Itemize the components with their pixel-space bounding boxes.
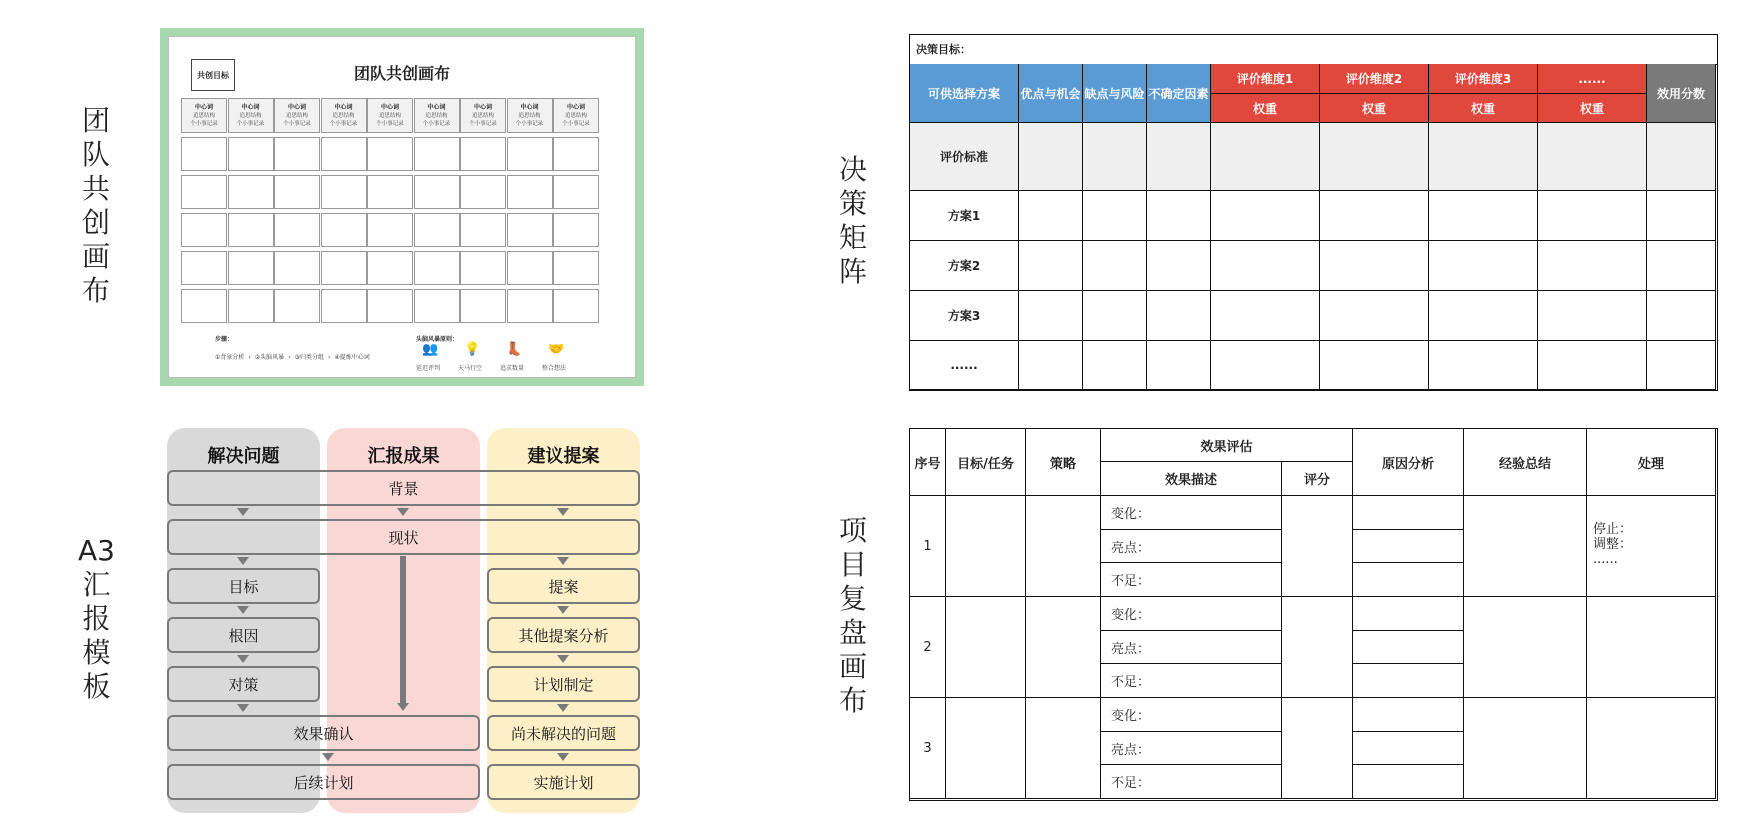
option-cell [1083,191,1147,241]
header-title: 中心词 [334,103,353,111]
header-uncertain: 不确定因素 [1147,64,1211,123]
handle-cell [1587,597,1716,698]
label-char: 汇 [82,568,111,601]
effect-desc-cell: 亮点： [1101,631,1282,664]
idea-cell[interactable] [228,175,274,209]
idea-cell[interactable] [228,289,274,323]
label-char: 画 [839,650,868,683]
handle-line: 调整： [1593,537,1633,552]
flow-arrow [557,655,569,663]
row-number: 3 [910,698,946,799]
idea-cell[interactable] [321,175,367,209]
rule-label: 整合想法 [542,365,567,372]
header-line: 追思结构 [518,112,541,119]
label-char: A3 [78,534,115,567]
idea-cell[interactable] [460,289,506,323]
option-cell [1147,291,1211,341]
option-cell [1429,241,1538,291]
criteria-cell [1320,123,1429,191]
team-canvas [160,28,644,386]
header-title: 中心词 [520,103,539,111]
header-lesson: 经验总结 [1464,429,1587,496]
idea-cell[interactable] [181,137,227,171]
option-label: 方案2 [910,241,1019,291]
idea-cell[interactable] [553,251,599,285]
effect-desc-cell: 变化： [1101,698,1282,732]
long-arrow-stem [400,556,406,703]
header-line: 个小事记录 [469,120,497,127]
idea-cell[interactable] [460,175,506,209]
idea-cell[interactable] [460,213,506,247]
idea-cell[interactable] [553,137,599,171]
header-weight: 权重 [1429,94,1538,123]
option-cell [1429,191,1538,241]
criteria-cell [1538,123,1647,191]
decision-matrix-label [839,153,867,289]
header-dimension: 评价维度3 [1429,64,1538,94]
cause-cell [1353,597,1464,631]
option-cell [1429,341,1538,390]
keyword-header [228,98,274,133]
idea-cell[interactable] [507,289,553,323]
label-char: 共 [82,172,111,205]
option-cell [1147,191,1211,241]
label-char: 模 [82,636,111,669]
label-char: 报 [82,602,111,635]
header-title: 中心词 [194,103,213,111]
label-char: 团 [82,104,111,137]
a3-template-label [78,534,115,704]
row-target [946,597,1026,698]
long-arrow-head [397,703,409,711]
header-line: 个小事记录 [515,120,544,127]
keyword-header [181,98,227,133]
header-score: 评分 [1282,462,1353,496]
a3-template [167,428,647,813]
step-item: ④提炼中心词 [334,354,370,361]
keyword-header [507,98,553,133]
label-char: 布 [839,684,868,717]
score-cell [1282,496,1353,597]
option-cell [1538,291,1647,341]
idea-cell[interactable] [181,251,227,285]
decision-matrix [909,34,1718,391]
header-title: 中心词 [287,103,306,111]
effect-desc-cell: 不足： [1101,765,1282,799]
criteria-cell [1147,123,1211,191]
step-separator: › [288,354,291,361]
handle-line: ...... [1593,552,1618,567]
root-cause-box: 根因 [167,617,320,653]
header-line: 个小事记录 [422,120,451,127]
header-line: 追思结构 [192,112,215,119]
option-label: 方案3 [910,291,1019,341]
row-strategy [1026,597,1101,698]
idea-cell[interactable] [553,213,599,247]
idea-cell[interactable] [274,251,320,285]
idea-cell[interactable] [274,213,320,247]
idea-cell[interactable] [507,175,553,209]
label-char: 布 [82,274,111,307]
header-weight: 权重 [1538,94,1647,123]
header-weight: 权重 [1320,94,1429,123]
header-line: 个小事记录 [562,120,590,127]
lesson-cell [1464,496,1587,597]
option-label: ...... [910,341,1019,390]
header-title: 中心词 [473,103,492,111]
step-item: ①背景分析 [215,354,245,361]
label-char: 板 [82,670,111,703]
column-heading-solve: 解决问题 [207,446,280,467]
canvas-title: 团队共创画布 [353,64,450,83]
handle-cell [1587,698,1716,799]
keyword-header [414,98,460,133]
header-handle: 处理 [1587,429,1716,496]
option-cell [1211,341,1320,390]
option-cell [1083,241,1147,291]
header-target: 目标/任务 [946,429,1026,496]
option-cell [1647,241,1716,291]
status-box: 现状 [167,519,640,555]
header-cons: 缺点与风险 [1083,64,1147,123]
step-item: ②头脑风暴 [254,354,285,361]
flow-arrow [237,557,249,565]
option-cell [1211,191,1320,241]
label-char: 阵 [839,255,868,288]
effect-desc-cell: 变化： [1101,597,1282,631]
row-strategy [1026,698,1101,799]
idea-cell[interactable] [274,137,320,171]
header-pros: 优点与机会 [1019,64,1083,123]
row-strategy [1026,496,1101,597]
lesson-cell [1464,597,1587,698]
label-char: 复 [839,582,868,615]
label-char: 目 [839,548,868,581]
option-cell [1019,341,1083,390]
option-cell [1019,191,1083,241]
header-title: 中心词 [241,103,260,111]
option-cell [1647,341,1716,390]
boot-icon: 👢 [506,342,523,357]
rule-label: 天马行空 [458,365,483,372]
row-number: 2 [910,597,946,698]
criteria-cell [1647,123,1716,191]
idea-cell[interactable] [367,175,413,209]
option-cell [1147,241,1211,291]
header-line: 个小事记录 [190,120,218,127]
people-icon: 👥 [422,342,439,357]
background-box: 背景 [167,470,640,506]
column-heading-proposal: 建议提案 [527,446,600,467]
step-separator: › [327,354,331,361]
unsolved-box: 尚未解决的问题 [487,715,640,751]
step-separator: › [248,354,251,361]
label-char: 创 [82,206,111,239]
idea-cell[interactable] [321,251,367,285]
goal-badge: 共创目标 [191,59,235,91]
idea-cell[interactable] [367,289,413,323]
flow-arrow [557,508,569,516]
header-cause: 原因分析 [1353,429,1464,496]
decision-goal: 决策目标： [910,35,1717,65]
header-line: 追思结构 [471,112,494,119]
idea-cell[interactable] [460,137,506,171]
keyword-header [553,98,599,133]
row-target [946,698,1026,799]
option-cell [1320,241,1429,291]
flow-arrow [237,508,249,516]
option-cell [1538,241,1647,291]
rule-label: 追求数量 [500,365,525,372]
flow-arrow [557,753,569,761]
follow-up-box: 后续计划 [167,764,480,800]
header-line: 个小事记录 [236,120,265,127]
option-cell [1647,291,1716,341]
idea-cell[interactable] [228,213,274,247]
steps-line [215,352,370,361]
idea-cell[interactable] [274,289,320,323]
header-line: 追思结构 [378,112,401,119]
cause-cell [1353,765,1464,799]
header-line: 个小事记录 [283,120,311,127]
review-canvas [909,428,1718,801]
criteria-cell [1019,123,1083,191]
cause-cell [1353,698,1464,732]
idea-cell[interactable] [414,251,460,285]
option-cell [1647,191,1716,241]
cause-cell [1353,530,1464,563]
option-cell [1019,241,1083,291]
idea-cell[interactable] [414,137,460,171]
header-line: 个小事记录 [376,120,404,127]
option-cell [1211,291,1320,341]
idea-cell[interactable] [321,213,367,247]
option-cell [1083,341,1147,390]
label-char: 队 [82,138,111,171]
idea-cell[interactable] [228,251,274,285]
option-cell [1320,191,1429,241]
cause-cell [1353,732,1464,765]
idea-icon: 💡 [464,342,481,357]
option-cell [1211,241,1320,291]
label-char: 策 [839,187,868,220]
idea-cell[interactable] [228,137,274,171]
keyword-header [321,98,367,133]
option-cell [1147,341,1211,390]
header-title: 中心词 [427,103,446,111]
step-item: ③归类分组 [294,354,324,361]
effect-desc-cell: 亮点： [1101,732,1282,765]
header-line: 追思结构 [425,112,448,119]
label-char: 项 [839,514,868,547]
header-effect-eval: 效果评估 [1101,429,1353,462]
criteria-cell [1211,123,1320,191]
idea-cell[interactable] [367,251,413,285]
countermeasure-box: 对策 [167,666,320,702]
header-dimension: ...... [1538,64,1647,94]
keyword-header [274,98,320,133]
column-heading-report: 汇报成果 [367,446,440,467]
option-cell [1320,291,1429,341]
header-strategy: 策略 [1026,429,1101,496]
rules-label: 头脑风暴原则： [416,336,459,343]
proposal-box: 提案 [487,568,640,604]
idea-cell[interactable] [507,137,553,171]
header-title: 中心词 [380,103,399,111]
goal-box: 目标 [167,568,320,604]
option-cell [1538,191,1647,241]
header-line: 追思结构 [332,112,355,119]
idea-cell[interactable] [507,213,553,247]
label-char: 决 [839,153,868,186]
handle-line: 停止： [1593,522,1633,537]
header-dimension: 评价维度1 [1211,64,1320,94]
label-char: 矩 [839,221,868,254]
flow-arrow [557,704,569,712]
option-cell [1320,341,1429,390]
idea-cell[interactable] [181,213,227,247]
label-char: 画 [82,240,111,273]
effect-desc-cell: 不足： [1101,563,1282,597]
implement-box: 实施计划 [487,764,640,800]
row-target [946,496,1026,597]
cause-cell [1353,563,1464,597]
option-cell [1083,291,1147,341]
effect-desc-cell: 不足： [1101,664,1282,698]
effect-desc-cell: 亮点： [1101,530,1282,563]
flow-arrow [237,655,249,663]
option-cell [1019,291,1083,341]
option-cell [1429,291,1538,341]
criteria-cell [1083,123,1147,191]
lesson-cell [1464,698,1587,799]
header-title: 中心词 [566,103,585,111]
header-utility: 效用分数 [1647,64,1716,123]
handle-cell [1587,496,1716,597]
idea-cell[interactable] [274,175,320,209]
header-seq: 序号 [910,429,946,496]
header-line: 追思结构 [285,112,308,119]
header-dimension: 评价维度2 [1320,64,1429,94]
score-cell [1282,698,1353,799]
idea-cell[interactable] [507,251,553,285]
idea-cell[interactable] [414,289,460,323]
plan-box: 计划制定 [487,666,640,702]
other-proposal-box: 其他提案分析 [487,617,640,653]
criteria-label: 评价标准 [910,123,1019,191]
row-number: 1 [910,496,946,597]
keyword-header [367,98,413,133]
flow-arrow [322,753,334,761]
header-line: 个小事记录 [329,120,358,127]
team-canvas-label [82,104,110,308]
idea-cell[interactable] [181,289,227,323]
idea-cell[interactable] [414,175,460,209]
idea-cell[interactable] [321,289,367,323]
cause-cell [1353,496,1464,530]
idea-cell[interactable] [367,213,413,247]
flow-arrow [397,508,409,516]
effect-confirm-box: 效果确认 [167,715,480,751]
header-weight: 权重 [1211,94,1320,123]
idea-cell[interactable] [553,175,599,209]
effect-desc-cell: 变化： [1101,496,1282,530]
score-cell [1282,597,1353,698]
header-line: 追思结构 [564,112,587,119]
idea-cell[interactable] [181,175,227,209]
idea-cell[interactable] [553,289,599,323]
flow-arrow [237,704,249,712]
cause-cell [1353,664,1464,698]
flow-arrow [557,557,569,565]
rule-label: 延迟评判 [416,365,441,372]
team-icon: 🤝 [548,342,565,357]
option-label: 方案1 [910,191,1019,241]
option-cell [1538,341,1647,390]
header-line: 追思结构 [239,112,262,119]
flow-arrow [557,606,569,614]
idea-cell[interactable] [460,251,506,285]
steps-label: 步骤： [215,336,234,343]
flow-arrow [237,606,249,614]
review-canvas-label [839,514,867,718]
criteria-cell [1429,123,1538,191]
label-char: 盘 [839,616,868,649]
header-effect-desc: 效果描述 [1101,462,1282,496]
header-options: 可供选择方案 [910,64,1019,123]
idea-cell[interactable] [367,137,413,171]
cause-cell [1353,631,1464,664]
keyword-header [460,98,506,133]
idea-cell[interactable] [321,137,367,171]
idea-cell[interactable] [414,213,460,247]
